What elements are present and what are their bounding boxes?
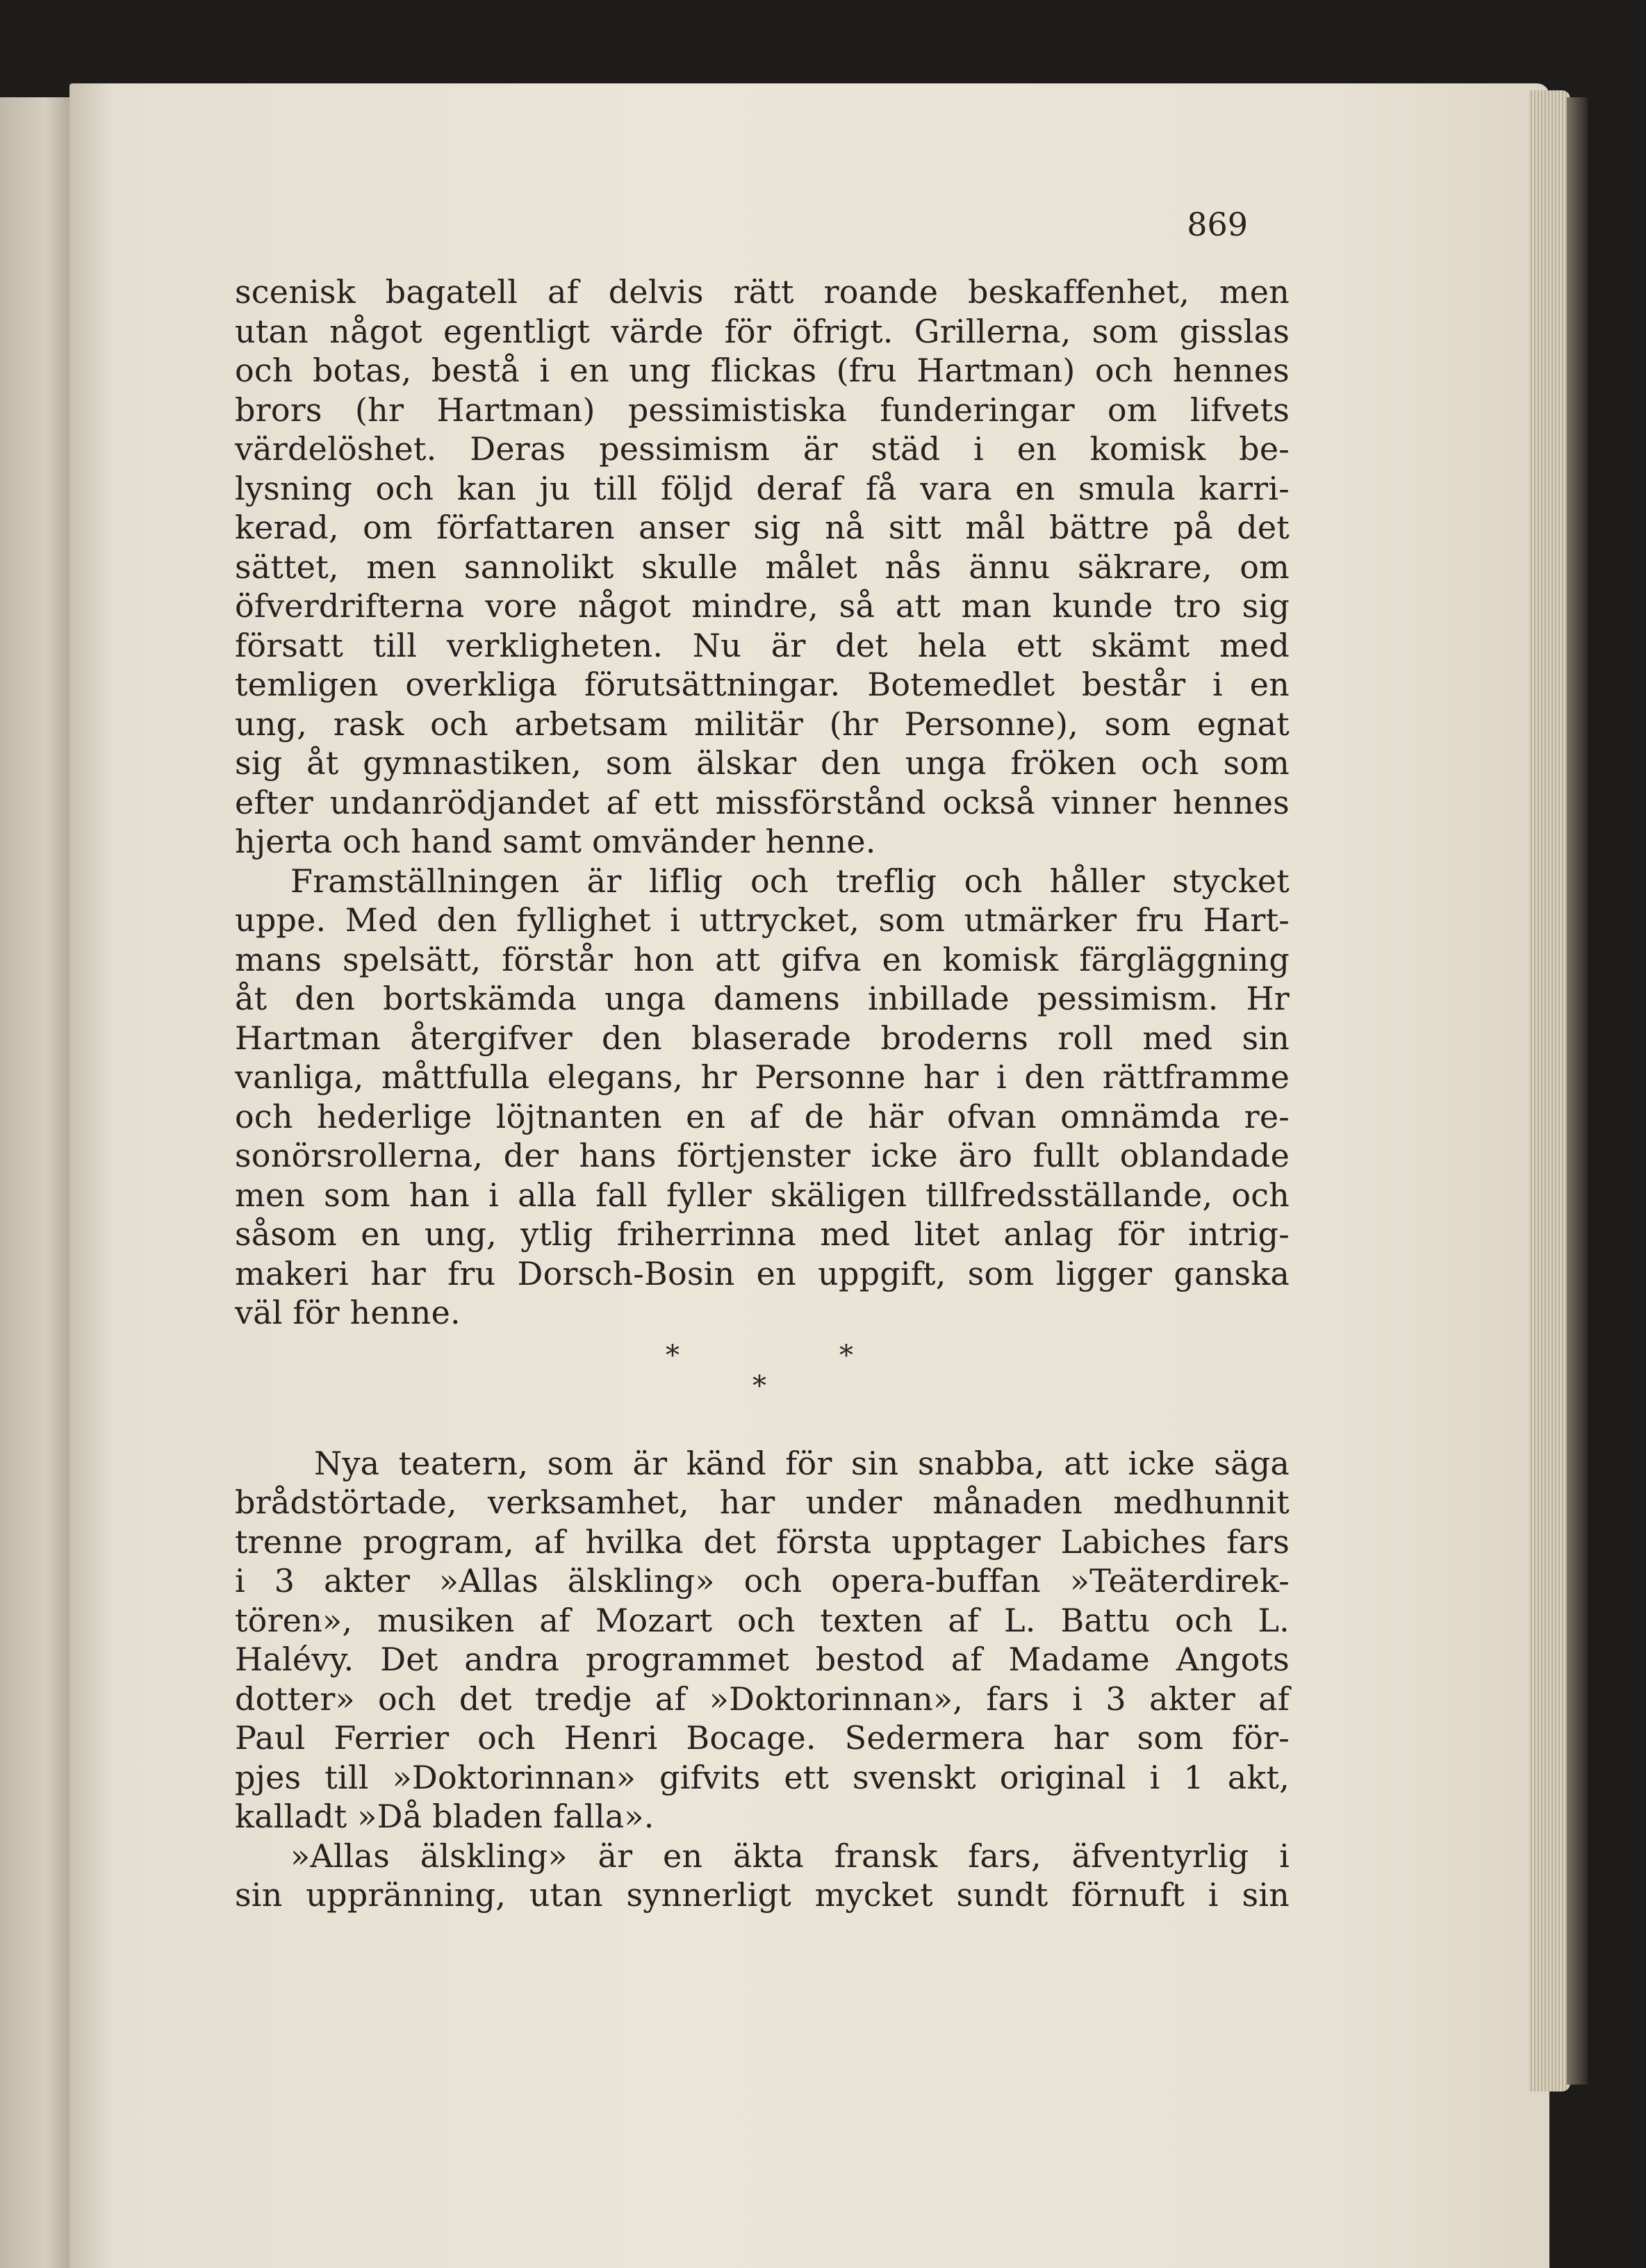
text-line: tören», musiken af Mozart och texten af L. Battu och L. <box>235 1601 1290 1639</box>
text-line: såsom en ung, ytlig friherrinna med litet anlag för intrig- <box>235 1215 1290 1253</box>
text-line: utan något egentligt värde för öfrigt. Grillerna, som gisslas <box>235 312 1290 350</box>
text-line: brådstörtade, verksamhet, har under månaden medhunnit <box>235 1484 1290 1521</box>
left-page-edge <box>0 97 76 2268</box>
paragraph-2 <box>235 862 1290 1333</box>
text-line: öfverdrifterna vore något mindre, så att man kunde tro sig <box>235 587 1290 625</box>
body-text <box>235 272 1290 1915</box>
section-separator <box>235 1340 1290 1444</box>
text-line: åt den bortskämda unga damens inbillade pessimism. Hr <box>235 980 1290 1017</box>
separator-star: * <box>839 1339 853 1372</box>
text-line: i 3 akter »Allas älskling» och opera-buffan »Teäterdirek- <box>235 1562 1290 1600</box>
text-line: och hederlige löjtnanten en af de här ofvan omnämda re- <box>235 1097 1290 1135</box>
text-line: hjerta och hand samt omvänder henne. <box>235 823 876 860</box>
text-line: kerad, om författaren anser sig nå sitt mål bättre på det <box>235 509 1290 546</box>
separator-star: * <box>752 1370 766 1402</box>
text-line: försatt till verkligheten. Nu är det hela ett skämt med <box>235 626 1290 664</box>
page-stack-shadow <box>1567 97 1588 2085</box>
text-line: makeri har fru Dorsch-Bosin en uppgift, som ligger ganska <box>235 1254 1290 1292</box>
text-line: Hartman återgifver den blaserade broderns roll med sin <box>235 1019 1290 1057</box>
text-line: mans spelsätt, förstår hon att gifva en komisk färgläggning <box>235 940 1290 978</box>
text-line: uppe. Med den fyllighet i uttrycket, som utmärker fru Hart- <box>235 901 1290 939</box>
text-line: scenisk bagatell af delvis rätt roande beskaffenhet, men <box>235 273 1290 311</box>
text-line: och botas, bestå i en ung flickas (fru Hartman) och hennes <box>235 352 1290 389</box>
paragraph-3 <box>235 1444 1290 1836</box>
text-line: värdelöshet. Deras pessimism är städ i en komisk be- <box>235 430 1290 468</box>
text-line: trenne program, af hvilka det första upptager Labiches fars <box>235 1522 1290 1561</box>
text-line: pjes till »Doktorinnan» gifvits ett svenskt original i 1 akt, <box>235 1758 1290 1796</box>
text-line: temligen overkliga förutsättningar. Botemedlet består i en <box>235 666 1290 703</box>
text-line: men som han i alla fall fyller skäligen tillfredsställande, och <box>235 1176 1290 1214</box>
text-line: Paul Ferrier och Henri Bocage. Sedermera har som för- <box>235 1719 1290 1757</box>
page-stack-edges <box>1529 90 1570 2092</box>
paragraph-4 <box>235 1836 1290 1915</box>
text-line: Halévy. Det andra programmet bestod af Madame Angots <box>235 1641 1290 1678</box>
text-line: »Allas älskling» är en äkta fransk fars, äfventyrlig i <box>290 1836 1290 1875</box>
text-line: vanliga, måttfulla elegans, hr Personne har i den rättframme <box>235 1058 1290 1096</box>
text-line: dotter» och det tredje af »Doktorinnan», fars i 3 akter af <box>235 1679 1290 1718</box>
text-line: brors (hr Hartman) pessimistiska funderingar om lifvets <box>235 391 1290 429</box>
paragraph-1 <box>235 272 1290 862</box>
text-line: sig åt gymnastiken, som älskar den unga fröken och som <box>235 744 1290 782</box>
text-line: ung, rask och arbetsam militär (hr Personne), som egnat <box>235 705 1290 743</box>
text-line: Nya teatern, som är känd för sin snabba, att icke säga <box>314 1444 1290 1482</box>
text-line: kalladt »Då bladen falla». <box>235 1798 655 1835</box>
text-line: väl för henne. <box>235 1294 461 1331</box>
page-number: 869 <box>1187 206 1248 243</box>
text-line: efter undanrödjandet af ett missförstånd också vinner hennes <box>235 783 1290 821</box>
text-line: sin uppränning, utan synnerligt mycket sundt förnuft i sin <box>235 1876 1290 1914</box>
text-line: Framställningen är liflig och treflig och håller stycket <box>290 862 1290 900</box>
text-line: sättet, men sannolikt skulle målet nås ännu säkrare, om <box>235 548 1290 586</box>
text-line: sonörsrollerna, der hans förtjenster icke äro fullt oblandade <box>235 1137 1290 1174</box>
text-line: lysning och kan ju till följd deraf få vara en smula karri- <box>235 469 1290 507</box>
separator-star: * <box>666 1339 680 1372</box>
